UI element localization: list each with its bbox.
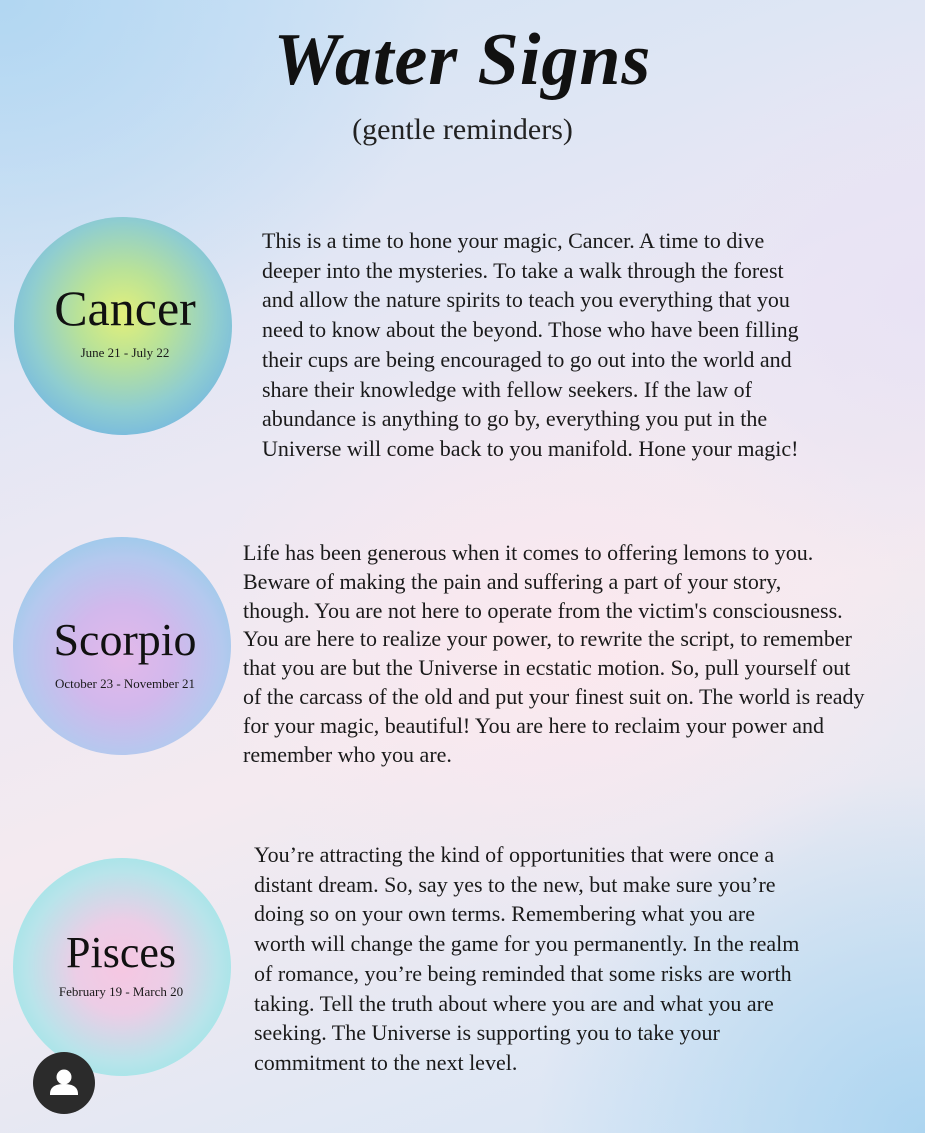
page-title: Water Signs	[273, 19, 652, 101]
scorpio-sign-name: Scorpio	[53, 614, 197, 665]
cancer-reminder-text: This is a time to hone your magic, Cancer. A time to dive deeper into the mysteries. To take a walk through the forest and allow the nature spirits to teach you everything that you need to know about the beyond. Those who have been filling their cups are being encouraged to go out into the world and share their knowledge with fellow seekers. If the law of abundance is anything to go by, everything you put in the Universe will come back to you manifold. Hone your magic!	[262, 228, 799, 461]
person-icon	[33, 1052, 95, 1114]
cancer-sign-name: Cancer	[54, 280, 196, 336]
page-subtitle: (gentle reminders)	[352, 113, 573, 146]
pisces-sign-dates: February 19 - March 20	[58, 984, 184, 999]
pisces-sign-name: Pisces	[66, 928, 176, 977]
pisces-reminder-text: You’re attracting the kind of opportunities that were once a distant dream. So, say yes to the new, but make sure you’re doing so on your own terms. Remembering what you are worth will change the game for you permanently. In the realm of romance, you’re being reminded that some risks are worth taking. Tell the truth about where you are and what you are seeking. The Universe is supporting you to take your commitment to the next level.	[254, 842, 800, 1075]
profile-avatar-button[interactable]	[33, 1052, 95, 1114]
scorpio-sign-dates: October 23 - November 21	[54, 676, 196, 691]
cancer-sign-dates: June 21 - July 22	[80, 345, 170, 360]
scorpio-reminder-text: Life has been generous when it comes to offering lemons to you. Beware of making the pain and suffering a part of your story, though. You are not here to operate from the victim's consciousness. You are here to realize your power, to rewrite the script, to remember that you are but the Universe in ecstatic motion. So, pull yourself out of the carcass of the old and put your finest suit on. The world is ready for your magic, beautiful! You are here to reclaim your power and remember who you are.	[243, 540, 865, 767]
